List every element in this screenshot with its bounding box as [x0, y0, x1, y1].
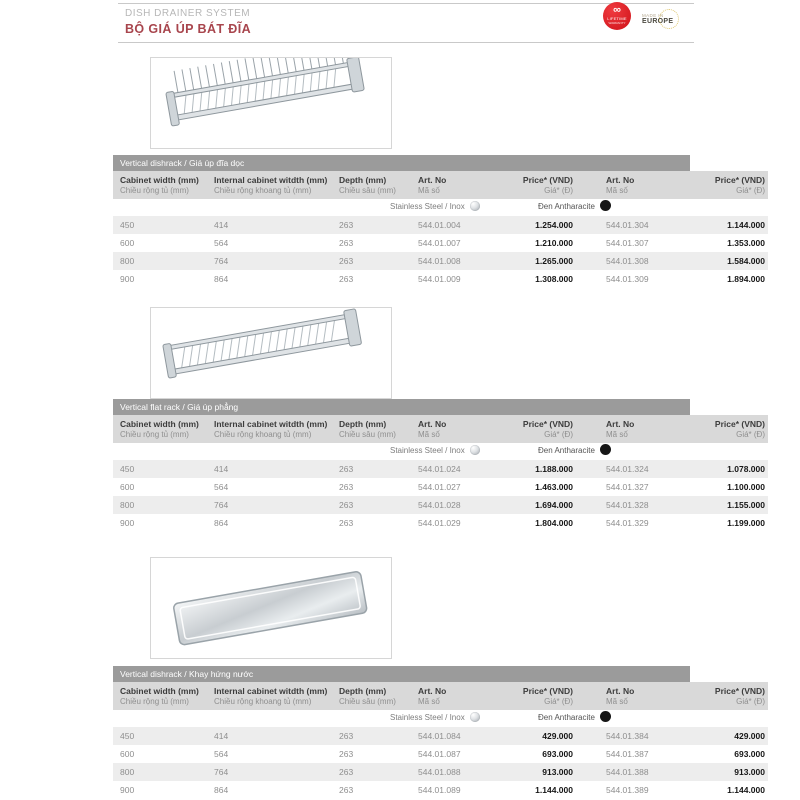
stainless-color-dot: [470, 201, 480, 211]
depth-cell: 263: [339, 464, 354, 474]
anthracite-color-dot: [600, 444, 611, 455]
art-no-2-cell: 544.01.327: [606, 482, 649, 492]
spec-table-body: [113, 216, 768, 288]
cabinet-width-cell: 450: [120, 731, 135, 741]
art-no-2-cell: 544.01.328: [606, 500, 649, 510]
cabinet-width-cell: 900: [120, 785, 135, 795]
column-header-price-vnd-2: Price* (VND) Giá* (Đ): [714, 175, 765, 195]
art-no-cell: 544.01.027: [418, 482, 461, 492]
depth-cell: 263: [339, 220, 354, 230]
art-no-cell: 544.01.024: [418, 464, 461, 474]
product-image-drip-tray: [150, 557, 392, 659]
art-no-2-cell: 544.01.324: [606, 464, 649, 474]
price-vnd-cell: 1.144.000: [535, 785, 573, 795]
finish-anthracite: Đen Antharacite: [538, 202, 611, 211]
section-drip-tray: [113, 666, 765, 799]
finish-row: [113, 443, 690, 460]
wire-dishrack-with-prongs-drawing: [151, 58, 389, 146]
internal-cabinet-width-cell: 864: [214, 274, 229, 284]
lifetime-warranty-badge: [603, 2, 631, 30]
column-header-art-no-2: Art. No Mã số: [606, 419, 635, 439]
cabinet-width-cell: 600: [120, 482, 135, 492]
finish-row: [113, 710, 690, 727]
section-title-bar: Vertical flat rack / Giá úp phẳng: [113, 399, 690, 415]
cabinet-width-cell: 900: [120, 518, 135, 528]
stainless-color-dot: [470, 712, 480, 722]
finish-anthracite: Đen Antharacite: [538, 446, 611, 455]
column-header-art-no-2: Art. No Mã số: [606, 175, 635, 195]
art-no-cell: 544.01.008: [418, 256, 461, 266]
column-header-art-no: Art. No Mã số: [418, 175, 447, 195]
internal-cabinet-width-cell: 764: [214, 256, 229, 266]
cabinet-width-cell: 800: [120, 767, 135, 777]
column-header-internal-cabinet-width: Internal cabinet witdth (mm) Chiều rộng khoang tủ (mm): [214, 175, 328, 195]
internal-cabinet-width-cell: 564: [214, 238, 229, 248]
table-row: [113, 781, 768, 799]
finish-stainless: Stainless Steel / Inox: [390, 713, 480, 722]
art-no-2-cell: 544.01.304: [606, 220, 649, 230]
anthracite-color-dot: [600, 200, 611, 211]
section-title-bar: Vertical dishrack / Khay hứng nước: [113, 666, 690, 682]
cabinet-width-cell: 800: [120, 500, 135, 510]
spec-table: [113, 171, 768, 199]
price-vnd-2-cell: 1.144.000: [727, 220, 765, 230]
price-vnd-cell: 1.210.000: [535, 238, 573, 248]
stainless-color-dot: [470, 445, 480, 455]
section-vertical-dishrack: [113, 155, 765, 288]
europe-label: EUROPE: [642, 18, 674, 25]
depth-cell: 263: [339, 785, 354, 795]
column-header-internal-cabinet-width: Internal cabinet witdth (mm) Chiều rộng khoang tủ (mm): [214, 419, 328, 439]
lifetime-label: LIFETIME: [607, 16, 627, 21]
table-row: [113, 252, 768, 270]
column-header-internal-cabinet-width: Internal cabinet witdth (mm) Chiều rộng khoang tủ (mm): [214, 686, 328, 706]
section-title-bar: Vertical dishrack / Giá úp đĩa dọc: [113, 155, 690, 171]
price-vnd-cell: 693.000: [542, 749, 573, 759]
spec-table-body: [113, 727, 768, 799]
art-no-2-cell: 544.01.308: [606, 256, 649, 266]
internal-cabinet-width-cell: 414: [214, 220, 229, 230]
section-vertical-flat-rack: [113, 399, 765, 532]
wire-flat-rack-drawing: [151, 308, 389, 396]
internal-cabinet-width-cell: 764: [214, 500, 229, 510]
price-vnd-cell: 1.265.000: [535, 256, 573, 266]
internal-cabinet-width-cell: 414: [214, 731, 229, 741]
table-row: [113, 270, 768, 288]
column-header-price-vnd: Price* (VND) Giá* (Đ): [522, 686, 573, 706]
depth-cell: 263: [339, 518, 354, 528]
price-vnd-2-cell: 1.155.000: [727, 500, 765, 510]
column-header-art-no: Art. No Mã số: [418, 419, 447, 439]
table-header-row: [113, 415, 768, 443]
art-no-cell: 544.01.087: [418, 749, 461, 759]
price-vnd-2-cell: 1.199.000: [727, 518, 765, 528]
column-header-price-vnd: Price* (VND) Giá* (Đ): [522, 175, 573, 195]
art-no-cell: 544.01.007: [418, 238, 461, 248]
art-no-cell: 544.01.089: [418, 785, 461, 795]
made-in-label: MADE IN: [642, 13, 664, 18]
price-vnd-cell: 1.804.000: [535, 518, 573, 528]
anthracite-color-dot: [600, 711, 611, 722]
infinity-icon: ∞: [613, 4, 621, 16]
depth-cell: 263: [339, 274, 354, 284]
column-header-art-no-2: Art. No Mã số: [606, 686, 635, 706]
product-image-flat-rack: [150, 307, 392, 399]
product-image-vertical-dishrack: [150, 57, 392, 149]
internal-cabinet-width-cell: 564: [214, 749, 229, 759]
table-row: [113, 763, 768, 781]
price-vnd-cell: 1.254.000: [535, 220, 573, 230]
price-vnd-2-cell: 1.894.000: [727, 274, 765, 284]
price-vnd-cell: 429.000: [542, 731, 573, 741]
art-no-2-cell: 544.01.384: [606, 731, 649, 741]
internal-cabinet-width-cell: 864: [214, 518, 229, 528]
depth-cell: 263: [339, 256, 354, 266]
art-no-2-cell: 544.01.389: [606, 785, 649, 795]
table-row: [113, 216, 768, 234]
price-vnd-2-cell: 693.000: [734, 749, 765, 759]
spec-table: [113, 415, 768, 443]
art-no-2-cell: 544.01.388: [606, 767, 649, 777]
finish-stainless: Stainless Steel / Inox: [390, 202, 480, 211]
price-vnd-2-cell: 1.144.000: [727, 785, 765, 795]
art-no-cell: 544.01.029: [418, 518, 461, 528]
page-title: BỘ GIÁ ÚP BÁT ĐĨA: [125, 22, 252, 36]
column-header-depth: Depth (mm) Chiều sâu (mm): [339, 419, 396, 439]
header-bottom-rule: [118, 42, 694, 43]
art-no-2-cell: 544.01.329: [606, 518, 649, 528]
art-no-2-cell: 544.01.307: [606, 238, 649, 248]
stainless-drip-tray-drawing: [151, 558, 389, 656]
table-row: [113, 234, 768, 252]
finish-anthracite: Đen Antharacite: [538, 713, 611, 722]
internal-cabinet-width-cell: 414: [214, 464, 229, 474]
price-vnd-cell: 1.308.000: [535, 274, 573, 284]
column-header-price-vnd-2: Price* (VND) Giá* (Đ): [714, 419, 765, 439]
depth-cell: 263: [339, 238, 354, 248]
depth-cell: 263: [339, 767, 354, 777]
price-vnd-2-cell: 1.353.000: [727, 238, 765, 248]
depth-cell: 263: [339, 482, 354, 492]
art-no-cell: 544.01.028: [418, 500, 461, 510]
price-vnd-2-cell: 1.078.000: [727, 464, 765, 474]
price-vnd-cell: 1.188.000: [535, 464, 573, 474]
cabinet-width-cell: 450: [120, 220, 135, 230]
spec-table-body: [113, 460, 768, 532]
price-vnd-2-cell: 1.100.000: [727, 482, 765, 492]
internal-cabinet-width-cell: 564: [214, 482, 229, 492]
cabinet-width-cell: 600: [120, 238, 135, 248]
column-header-art-no: Art. No Mã số: [418, 686, 447, 706]
column-header-price-vnd-2: Price* (VND) Giá* (Đ): [714, 686, 765, 706]
table-header-row: [113, 682, 768, 710]
column-header-cabinet-width: Cabinet width (mm) Chiều rộng tủ (mm): [120, 175, 199, 195]
column-header-cabinet-width: Cabinet width (mm) Chiều rộng tủ (mm): [120, 419, 199, 439]
internal-cabinet-width-cell: 764: [214, 767, 229, 777]
cabinet-width-cell: 800: [120, 256, 135, 266]
price-vnd-cell: 913.000: [542, 767, 573, 777]
column-header-cabinet-width: Cabinet width (mm) Chiều rộng tủ (mm): [120, 686, 199, 706]
table-row: [113, 727, 768, 745]
page-subtitle: DISH DRAINER SYSTEM: [125, 8, 251, 19]
internal-cabinet-width-cell: 864: [214, 785, 229, 795]
price-vnd-cell: 1.694.000: [535, 500, 573, 510]
column-header-price-vnd: Price* (VND) Giá* (Đ): [522, 419, 573, 439]
warranty-label: WARRANTY: [608, 21, 626, 25]
column-header-depth: Depth (mm) Chiều sâu (mm): [339, 175, 396, 195]
table-row: [113, 460, 768, 478]
table-row: [113, 478, 768, 496]
finish-stainless: Stainless Steel / Inox: [390, 446, 480, 455]
depth-cell: 263: [339, 749, 354, 759]
price-vnd-cell: 1.463.000: [535, 482, 573, 492]
cabinet-width-cell: 450: [120, 464, 135, 474]
euro-stars-icon: [659, 9, 679, 29]
depth-cell: 263: [339, 731, 354, 741]
cabinet-width-cell: 900: [120, 274, 135, 284]
art-no-cell: 544.01.004: [418, 220, 461, 230]
art-no-cell: 544.01.084: [418, 731, 461, 741]
column-header-depth: Depth (mm) Chiều sâu (mm): [339, 686, 396, 706]
art-no-cell: 544.01.088: [418, 767, 461, 777]
art-no-2-cell: 544.01.309: [606, 274, 649, 284]
table-row: [113, 496, 768, 514]
depth-cell: 263: [339, 500, 354, 510]
finish-row: [113, 199, 690, 216]
table-header-row: [113, 171, 768, 199]
made-in-europe-badge: [642, 13, 673, 35]
cabinet-width-cell: 600: [120, 749, 135, 759]
art-no-2-cell: 544.01.387: [606, 749, 649, 759]
table-row: [113, 514, 768, 532]
price-vnd-2-cell: 913.000: [734, 767, 765, 777]
art-no-cell: 544.01.009: [418, 274, 461, 284]
table-row: [113, 745, 768, 763]
price-vnd-2-cell: 429.000: [734, 731, 765, 741]
price-vnd-2-cell: 1.584.000: [727, 256, 765, 266]
spec-table: [113, 682, 768, 710]
